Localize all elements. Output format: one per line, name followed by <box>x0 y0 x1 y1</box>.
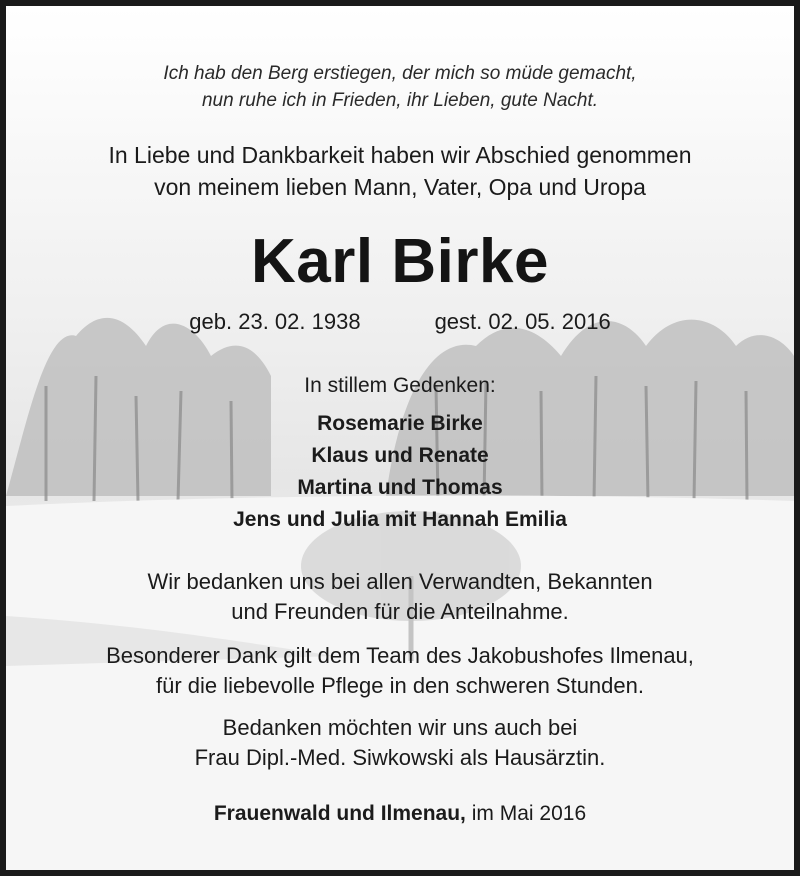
closing-line <box>6 802 794 826</box>
thanks-line: Bedanken möchten wir uns auch bei <box>222 715 578 740</box>
mourner-name: Klaus und Renate <box>311 444 489 467</box>
intro-line: von meinem lieben Mann, Vater, Opa und Uropa <box>154 174 646 200</box>
thanks-line: Besonderer Dank gilt dem Team des Jakobushofes Ilmenau, <box>106 643 694 668</box>
mourner-name: Martina und Thomas <box>297 476 503 499</box>
deceased-name: Karl Birke <box>251 227 549 296</box>
thanks-line: und Freunden für die Anteilnahme. <box>231 599 569 624</box>
intro-line: In Liebe und Dankbarkeit haben wir Abschied genommen <box>108 142 692 168</box>
thanks-line: Wir bedanken uns bei allen Verwandten, Bekannten <box>147 569 653 594</box>
verse-line: nun ruhe ich in Frieden, ihr Lieben, gute Nacht. <box>201 90 599 111</box>
mourner-name: Rosemarie Birke <box>317 412 483 435</box>
obituary-text <box>6 6 794 870</box>
closing-place: Frauenwald und Ilmenau, <box>213 802 466 825</box>
mourner-name: Jens und Julia mit Hannah Emilia <box>233 508 567 531</box>
thanks-line: Frau Dipl.-Med. Siwkowski als Hausärztin. <box>194 745 606 770</box>
mourners-heading: In stillem Gedenken: <box>304 374 496 397</box>
birth-date: geb. 23. 02. 1938 <box>189 309 361 334</box>
thanks-line: für die liebevolle Pflege in den schweren Stunden. <box>156 673 644 698</box>
life-dates <box>6 309 794 335</box>
closing-date: im Mai 2016 <box>471 802 587 825</box>
verse-line: Ich hab den Berg erstiegen, der mich so müde gemacht, <box>163 63 637 84</box>
death-date: gest. 02. 05. 2016 <box>434 309 611 334</box>
